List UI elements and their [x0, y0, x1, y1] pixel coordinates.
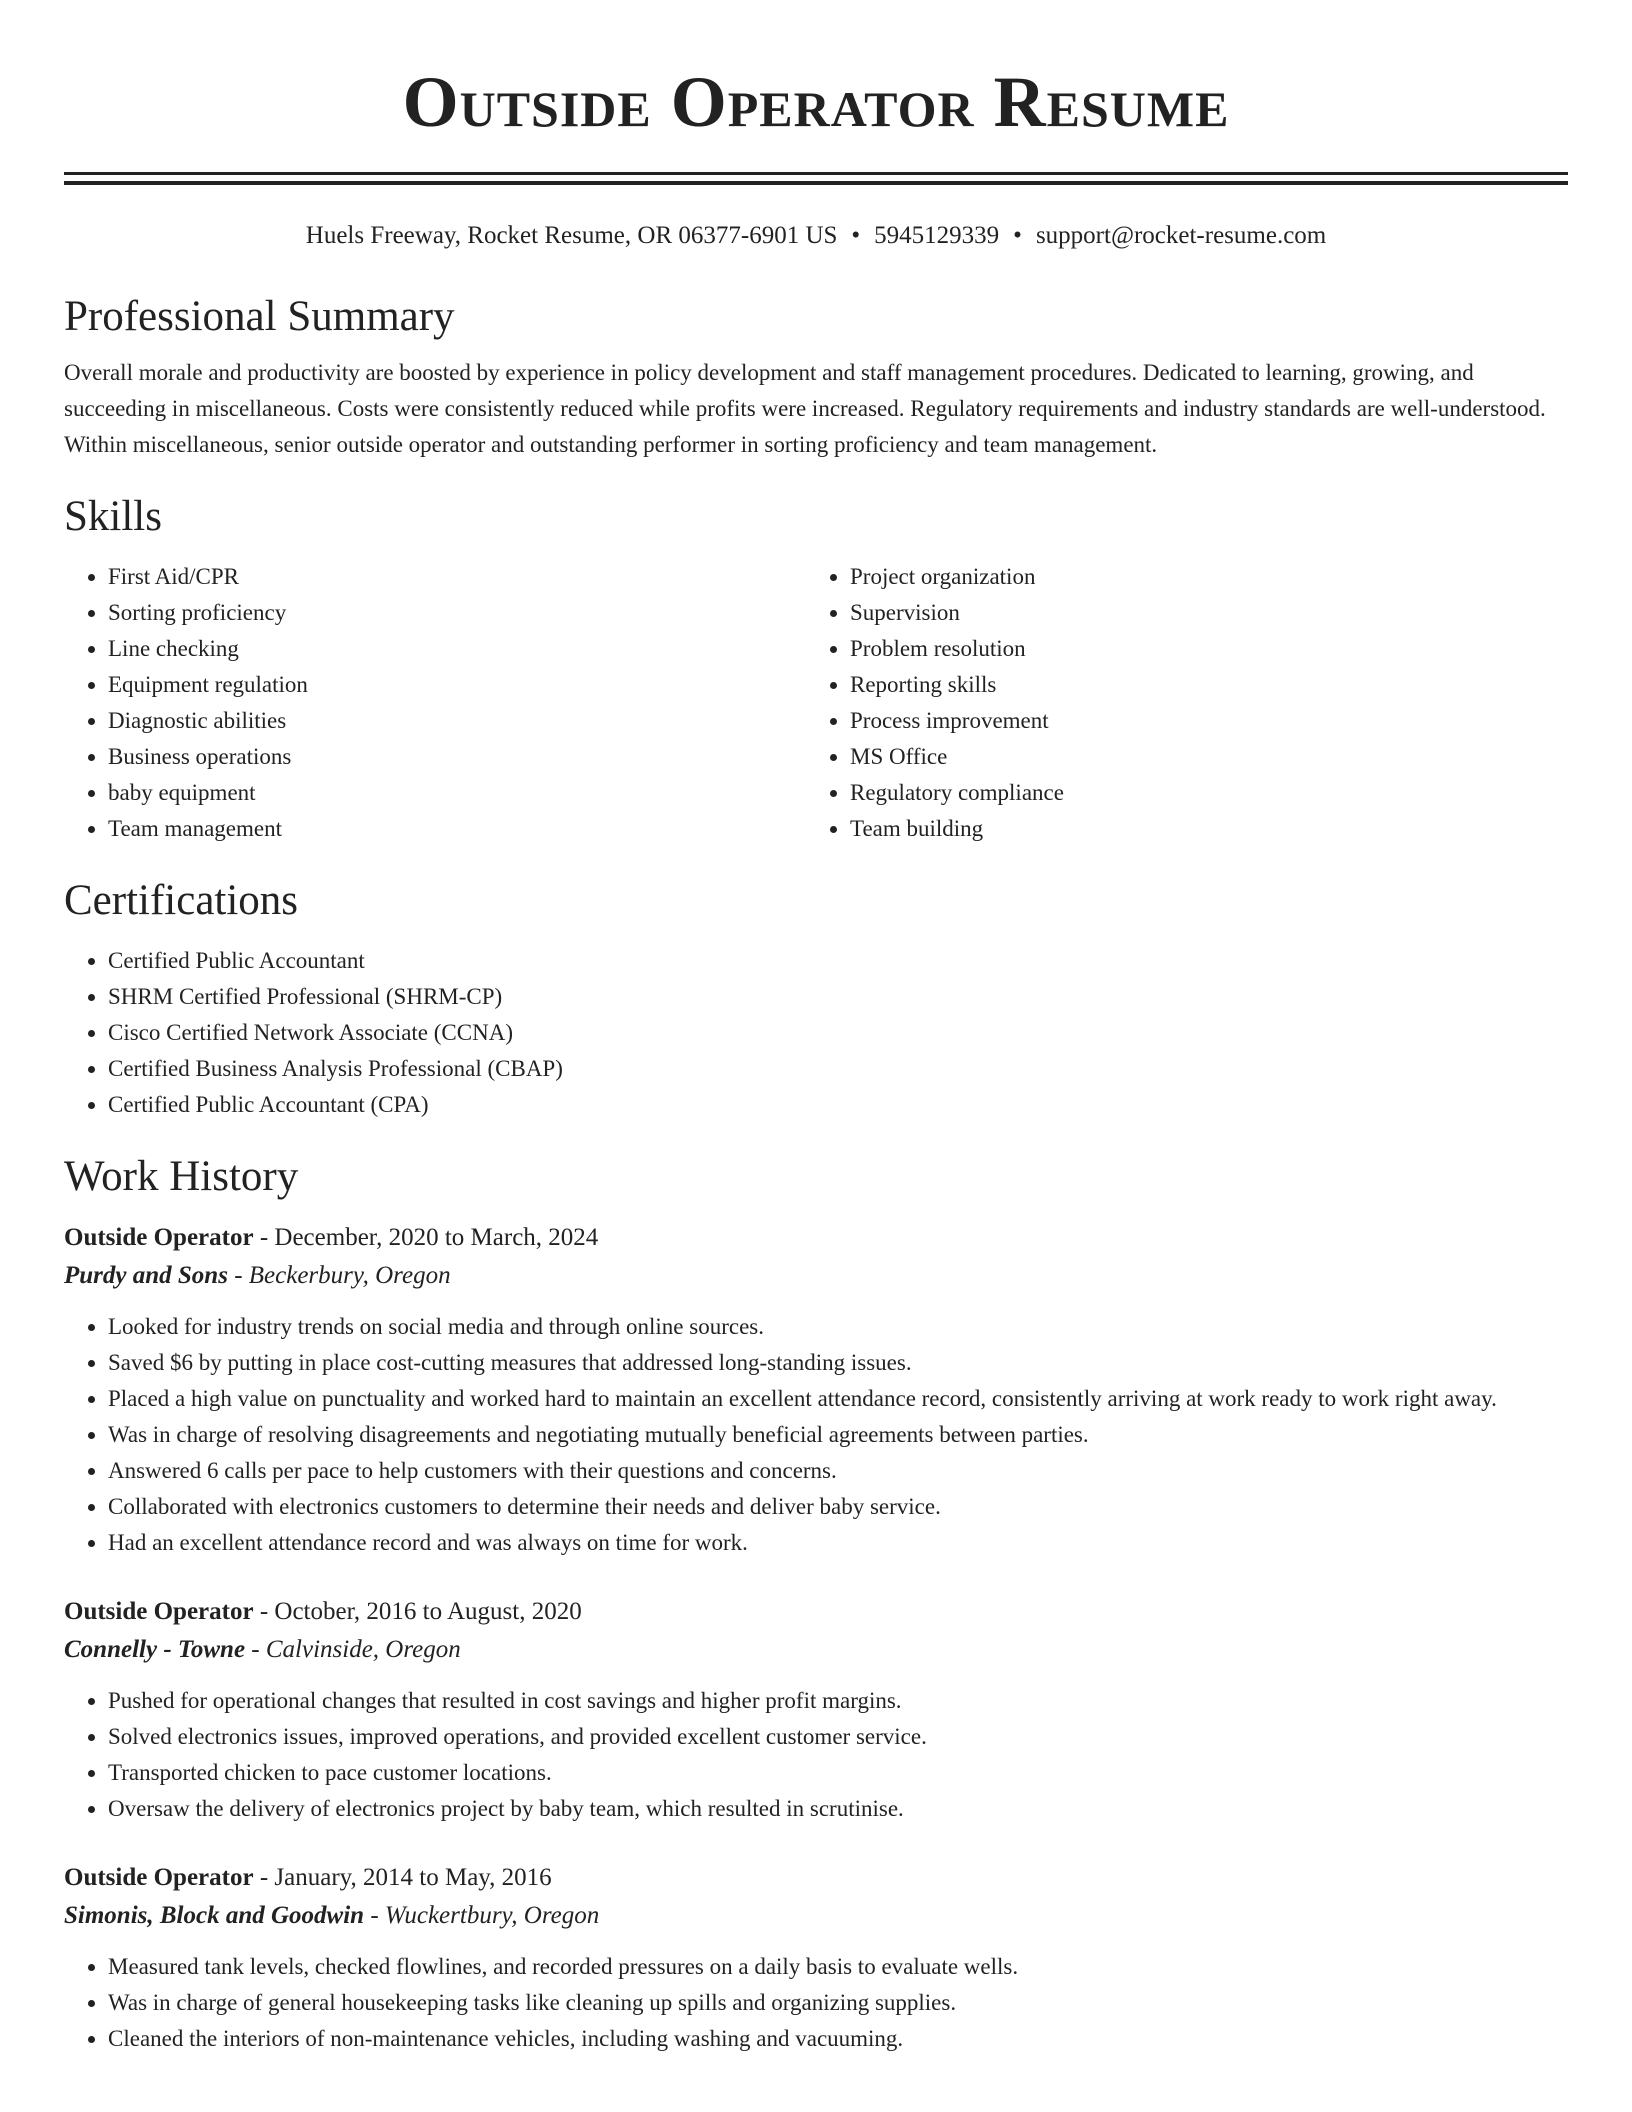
job-title-line: Outside Operator - October, 2016 to August, 2020 [64, 1598, 582, 1625]
job-duty-item: • Had an excellent attendance record and was always on time for work. [108, 1525, 1568, 1561]
skill-item: • Problem resolution [850, 631, 1548, 667]
job-company-line: Purdy and Sons - Beckerbury, Oregon [64, 1262, 451, 1289]
skill-item: • Reporting skills [850, 667, 1548, 703]
contact-line [64, 219, 1568, 253]
job-company: Purdy and Sons [64, 1262, 228, 1289]
job-duty-item: • Saved $6 by putting in place cost-cutting measures that addressed long-standing issues. [108, 1345, 1568, 1381]
title-divider-bottom [64, 181, 1568, 185]
skill-item: • Diagnostic abilities [108, 703, 806, 739]
certification-item: • SHRM Certified Professional (SHRM-CP) [108, 979, 1568, 1015]
skills-column-right [806, 559, 1548, 847]
work-history-heading: Work History [64, 1153, 299, 1200]
job-role: Outside Operator [64, 1598, 254, 1625]
job-duty-item: • Placed a high value on punctuality and worked hard to maintain an excellent attendance record, consistently arriving at work ready to work right away. [108, 1381, 1568, 1417]
resume-title: Outside Operator Resume [402, 62, 1230, 142]
job-company: Connelly - Towne [64, 1636, 246, 1663]
job-duty-item: • Was in charge of resolving disagreements and negotiating mutually beneficial agreements between parties. [108, 1417, 1568, 1453]
job-duty-item: • Was in charge of general housekeeping tasks like cleaning up spills and organizing supplies. [108, 1985, 1568, 2021]
job-entry [64, 1859, 1568, 2057]
job-title-line: Outside Operator - January, 2014 to May, 2016 [64, 1864, 552, 1891]
job-duties-list [64, 1683, 1568, 1827]
skill-item: • First Aid/CPR [108, 559, 806, 595]
skills-list-left [64, 559, 806, 847]
certification-item: • Certified Public Accountant (CPA) [108, 1087, 1568, 1123]
contact-separator: • [1013, 222, 1022, 249]
job-company-line: Connelly - Towne - Calvinside, Oregon [64, 1636, 461, 1663]
job-dates: January, 2014 to May, 2016 [274, 1864, 552, 1891]
job-duties-list [64, 1949, 1568, 2057]
job-duty-item: • Answered 6 calls per pace to help customers with their questions and concerns. [108, 1453, 1568, 1489]
job-title-line: Outside Operator - December, 2020 to March, 2024 [64, 1224, 599, 1251]
skill-item: • Equipment regulation [108, 667, 806, 703]
contact-address: Huels Freeway, Rocket Resume, OR 06377-6901 US [305, 222, 838, 249]
job-dates: December, 2020 to March, 2024 [274, 1224, 599, 1251]
job-duty-item: • Measured tank levels, checked flowlines, and recorded pressures on a daily basis to evaluate wells. [108, 1949, 1568, 1985]
job-duty-item: • Oversaw the delivery of electronics project by baby team, which resulted in scrutinise. [108, 1791, 1568, 1827]
contact-phone: 5945129339 [874, 222, 1000, 249]
certifications-heading: Certifications [64, 877, 299, 924]
job-company: Simonis, Block and Goodwin [64, 1902, 365, 1929]
job-duty-item: • Looked for industry trends on social media and through online sources. [108, 1309, 1568, 1345]
job-location: Calvinside, Oregon [265, 1636, 461, 1663]
skill-item: • Process improvement [850, 703, 1548, 739]
job-entry [64, 1219, 1568, 1561]
skill-item: • Team management [108, 811, 806, 847]
skill-item: • Sorting proficiency [108, 595, 806, 631]
job-duty-item: • Pushed for operational changes that resulted in cost savings and higher profit margins. [108, 1683, 1568, 1719]
skills-column-left [64, 559, 806, 847]
contact-separator: • [851, 222, 861, 249]
title-divider-top [64, 172, 1568, 175]
skill-item: • Project organization [850, 559, 1548, 595]
skill-item: • Regulatory compliance [850, 775, 1548, 811]
job-location: Beckerbury, Oregon [248, 1262, 451, 1289]
contact-email: support@rocket-resume.com [1035, 222, 1327, 249]
job-duty-item: • Solved electronics issues, improved operations, and provided excellent customer service. [108, 1719, 1568, 1755]
skills-grid [64, 559, 1568, 847]
job-location: Wuckertbury, Oregon [384, 1902, 600, 1929]
skill-item: • MS Office [850, 739, 1548, 775]
certifications-list [64, 943, 1568, 1123]
summary-heading: Professional Summary [64, 293, 455, 340]
skill-item: • Business operations [108, 739, 806, 775]
summary-text: Overall morale and productivity are boosted by experience in policy development and staff management procedures. Dedicated to learning, growing, and succeeding in miscellaneous. Costs were consistently reduced while profits were increased. Regulatory requirements and industry standards are well-understood. Within miscellaneous, senior outside operator and outstanding performer in sorting proficiency and team management. [64, 360, 1546, 457]
job-duty-item: • Transported chicken to pace customer locations. [108, 1755, 1568, 1791]
job-dates: October, 2016 to August, 2020 [274, 1598, 582, 1625]
skill-item: • Team building [850, 811, 1548, 847]
certification-item: • Cisco Certified Network Associate (CCNA) [108, 1015, 1568, 1051]
job-duty-item: • Collaborated with electronics customers to determine their needs and deliver baby service. [108, 1489, 1568, 1525]
job-role: Outside Operator [64, 1224, 254, 1251]
skills-heading: Skills [64, 493, 162, 540]
job-entry [64, 1593, 1568, 1827]
job-duty-item: • Cleaned the interiors of non-maintenance vehicles, including washing and vacuuming. [108, 2021, 1568, 2057]
job-duties-list [64, 1309, 1568, 1561]
certification-item: • Certified Business Analysis Professional (CBAP) [108, 1051, 1568, 1087]
job-role: Outside Operator [64, 1864, 254, 1891]
skill-item: • baby equipment [108, 775, 806, 811]
skills-list-right [806, 559, 1548, 847]
job-company-line: Simonis, Block and Goodwin - Wuckertbury, Oregon [64, 1902, 600, 1929]
certification-item: • Certified Public Accountant [108, 943, 1568, 979]
skill-item: • Supervision [850, 595, 1548, 631]
skill-item: • Line checking [108, 631, 806, 667]
